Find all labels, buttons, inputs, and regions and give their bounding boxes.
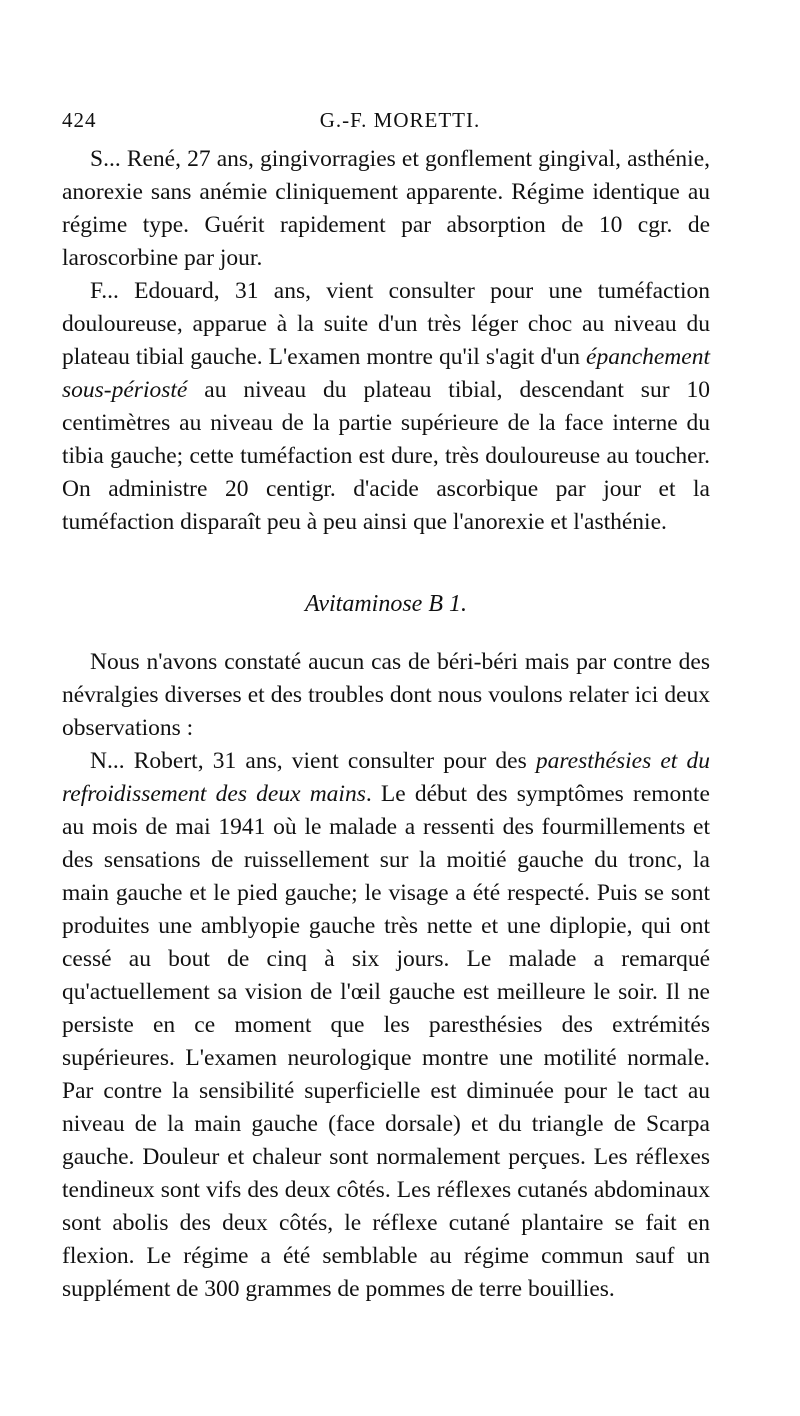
- italic-run: épanchement sous-périosté: [62, 344, 710, 403]
- text-run: F... Edouard, 31 ans, vient consulter pour une tuméfaction douloureuse, apparue à la suite d'un très léger choc au niveau du plateau tibial gauche. L'examen montre qu'il s'agit d'un: [62, 278, 710, 370]
- page-header: [62, 108, 738, 138]
- text-run: Nous n'avons constaté aucun cas de béri-béri mais par contre des névralgies diverses et des troubles dont nous voulons relater ici deux observations :: [62, 649, 710, 741]
- running-head: G.-F. MORETTI.: [319, 108, 481, 132]
- page-number: 424: [62, 108, 97, 132]
- text-run: . Le début des symptômes remonte au mois de mai 1941 où le malade a ressenti des fourmillements et des sensations de ruissellement sur la moitié gauche du tronc, la main gauche et le pied gauche; le visage a été respecté. Puis se sont produites une amblyopie gauche très nette et une diplopie, qui ont cessé au bout de cinq à six jours. Le malade a remarqué qu'actuellement sa vision de l'œil gauche est meilleure le soir. Il ne persiste en ce moment que les paresthésies des extrémités supérieures. L'examen neurologique montre une motilité normale. Par contre la sensibilité superficielle est diminuée pour le tact au niveau de la main gauche (face dorsale) et du triangle de Scarpa gauche. Douleur et chaleur sont normalement perçues. Les réflexes tendineux sont vifs des deux côtés. Les réflexes cutanés abdominaux sont abolis des deux côtés, le réflexe cutané plantaire se fait en flexion. Le régime a été semblable au régime commun sauf un supplément de 300 grammes de pommes de terre bouillies.: [62, 781, 710, 1302]
- section-heading: Avitaminose B 1.: [305, 591, 467, 617]
- paragraph: [62, 646, 710, 745]
- text-run: au niveau du plateau tibial, descendant sur 10 centimètres au niveau de la partie supérieure de la face interne du tibia gauche; cette tuméfaction est dure, très douloureuse au toucher. On administre 20 centigr. d'acide ascorbique par jour et la tuméfaction disparaît peu à peu ainsi que l'anorexie et l'asthénie.: [62, 377, 710, 535]
- text-block-bottom: [62, 646, 710, 1306]
- paragraph: [62, 143, 710, 275]
- italic-run: paresthésies et du refroidissement des deux mains: [62, 748, 710, 807]
- text-block-top: [62, 143, 710, 539]
- text-run: S... René, 27 ans, gingivorragies et gonflement gingival, asthénie, anorexie sans anémie cliniquement apparente. Régime identique au régime type. Guérit rapidement par absorption de 10 cgr. de laroscorbine par jour.: [62, 146, 710, 271]
- text-run: N... Robert, 31 ans, vient consulter pour des: [90, 748, 536, 774]
- paragraph: [62, 745, 710, 1306]
- paragraph: [62, 275, 710, 539]
